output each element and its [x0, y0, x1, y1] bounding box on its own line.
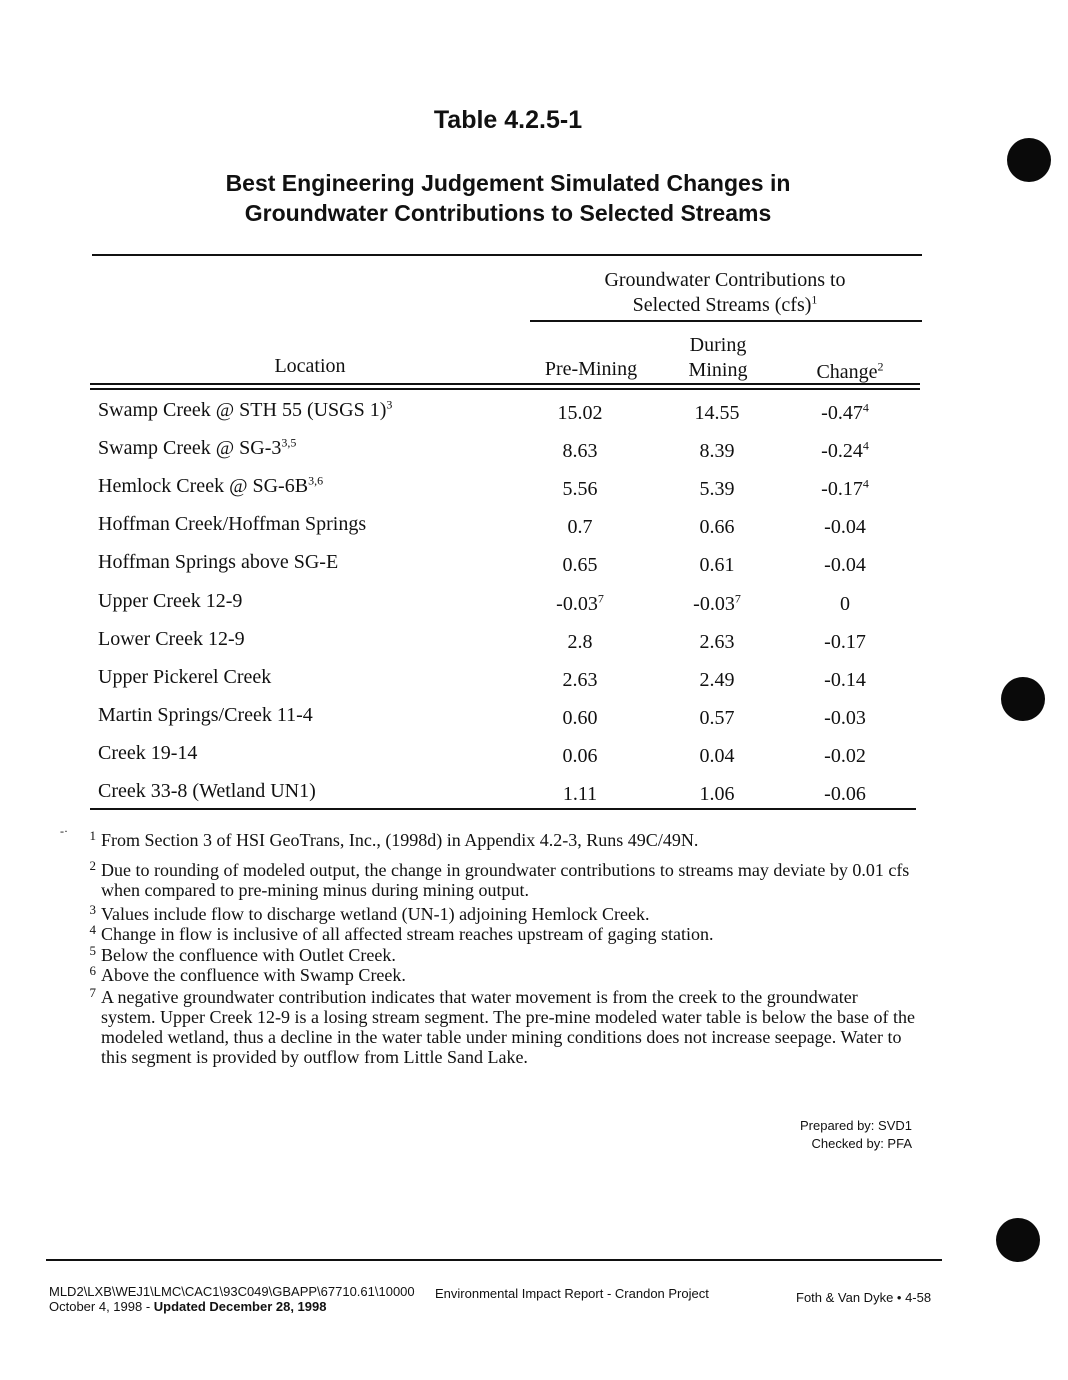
group-header-rule [530, 320, 922, 322]
cell-pre-mining: 1.11 [562, 783, 598, 805]
footnote-ref: 4 [862, 476, 869, 491]
cell-location: Hoffman Creek/Hoffman Springs [98, 513, 367, 536]
footnote-ref: 7 [597, 590, 604, 605]
cell-location: Hemlock Creek @ $SG-6B^{3,6}$ [98, 473, 324, 498]
table-title-line2: Groundwater Contributions to Selected Streams [244, 200, 772, 226]
footnote-number: 3 [89, 902, 96, 917]
cell-during-mining: 0.57 [699, 706, 735, 729]
checked-by: Checked by: PFA [811, 1136, 912, 1151]
binder-hole-middle [1001, 677, 1045, 721]
cell-change: -0.17$^4$ [821, 476, 869, 501]
group-header-line2: Selected Streams (cfs)$^1$ [632, 292, 818, 316]
footnote-text: Below the confluence with Outlet Creek. [101, 945, 396, 965]
cell-change: -0.04 [824, 554, 866, 577]
table-title-line1: Best Engineering Judgement Simulated Changes in [225, 170, 791, 196]
table-number: Table 4.2.5-1 [433, 106, 583, 134]
cell-pre-mining: -0.03$^7$ [556, 590, 604, 615]
col-header-during-mining [668, 333, 768, 383]
table-top-rule [92, 254, 922, 256]
footer-date: October 4, 1998 - Updated December 28, 1998 [49, 1299, 327, 1314]
footnote-number: 7 [89, 985, 96, 1000]
col-header-pre-mining: Pre-Mining [544, 358, 638, 380]
cell-pre-mining: 0.65 [562, 554, 598, 577]
footnote-number: 6 [89, 963, 96, 978]
footer-report: Environmental Impact Report - Crandon Project [435, 1286, 709, 1301]
cell-location: Creek 33-8 (Wetland UN1) [98, 780, 316, 802]
footnote-number: 2 [89, 858, 96, 873]
footnote-ref: 4 [862, 400, 869, 415]
cell-change: -0.47$^4$ [821, 400, 869, 424]
footnote-ref: 3,6 [308, 473, 324, 488]
cell-change: -0.04 [824, 516, 866, 539]
cell-location: Creek 19-14 [98, 741, 198, 764]
cell-during-mining: 1.06 [699, 783, 735, 805]
footnote-text: Values include flow to discharge wetland (UN-1) adjoining Hemlock Creek. [101, 904, 650, 924]
cell-during-mining: 14.55 [694, 402, 740, 424]
footnote-dash-mark: -· [60, 824, 68, 838]
cell-pre-mining: 2.63 [562, 668, 598, 691]
col-header-during-line2: Mining [688, 359, 748, 381]
cell-pre-mining: 5.56 [562, 478, 598, 501]
group-header [530, 268, 920, 318]
group-header-line1: Groundwater Contributions to [604, 269, 846, 291]
cell-change: -0.24$^4$ [821, 438, 869, 463]
footnote-ref: 4 [862, 438, 869, 453]
footnote-text: From Section 3 of HSI GeoTrans, Inc., (1998d) in Appendix 4.2-3, Runs 49C/49N. [101, 830, 699, 850]
footnote-text: Change in flow is inclusive of all affected stream reaches upstream of gaging station. [101, 924, 714, 944]
cell-location: Swamp Creek @ SG-3$^{3,5}$ [98, 435, 297, 460]
footnote-text: Above the confluence with Swamp Creek. [101, 965, 406, 985]
cell-during-mining: 0.61 [699, 554, 735, 577]
cell-during-mining: 8.39 [699, 440, 735, 463]
cell-during-mining: 0.04 [699, 744, 735, 767]
footnote-text: A negative groundwater contribution indicates that water movement is from the creek to the groundwater system. Upper Creek 12-9 is a losing stream segment. The pre-mine modeled water table is below the base of the modeled wetland, thus a decline in the water table under mining conditions does not increase seepage. Water to this segment is provided by outflow from Little Sand Lake. [101, 987, 915, 1067]
cell-location: Upper Pickerel Creek [98, 665, 272, 688]
footnote-ref: 3 [386, 397, 393, 412]
cell-location: Hoffman Springs above SG-E [98, 551, 339, 574]
prepared-by: Prepared by: SVD1 [799, 1118, 912, 1133]
cell-change: -0.02 [824, 744, 866, 767]
table-title [0, 168, 1016, 228]
footnote-ref: 3,5 [281, 435, 297, 450]
cell-during-mining: 2.63 [699, 630, 735, 653]
cell-location: Swamp Creek @ STH 55 (USGS 1)$^3$ [98, 397, 393, 421]
header-double-rule-1 [90, 383, 920, 385]
footer-rule [46, 1259, 942, 1261]
cell-during-mining: 0.66 [699, 516, 735, 539]
cell-pre-mining: 2.8 [567, 630, 593, 653]
table-bottom-rule [90, 808, 916, 810]
footnote-text: Due to rounding of modeled output, the change in groundwater contributions to streams may deviate by 0.01 cfs when compared to pre-mining minus during mining output. [101, 860, 910, 900]
footnote-ref: 2 [877, 359, 884, 374]
header-double-rule-2 [90, 388, 920, 390]
footnote-ref: 1 [811, 292, 818, 307]
cell-change: -0.14 [824, 668, 866, 691]
cell-pre-mining: 15.02 [557, 402, 603, 424]
cell-location: Martin Springs/Creek 11-4 [98, 703, 313, 726]
footer-updated: Updated December 28, 1998 [153, 1299, 327, 1314]
footnote-number: 4 [89, 922, 96, 937]
footnote-number: 1 [89, 828, 96, 843]
cell-change: -0.17 [824, 630, 866, 653]
cell-during-mining: -0.03$^7$ [693, 590, 741, 615]
cell-during-mining: 5.39 [699, 478, 735, 501]
cell-pre-mining: 0.7 [567, 516, 593, 539]
cell-pre-mining: 0.06 [562, 744, 598, 767]
cell-change: -0.03 [824, 706, 866, 729]
cell-pre-mining: 0.60 [562, 706, 598, 729]
cell-change: 0 [840, 592, 850, 615]
col-header-during-line1: During [689, 334, 747, 356]
col-header-location: Location [274, 355, 346, 377]
col-header-change: Change$^2$ [816, 359, 884, 383]
cell-change: -0.06 [824, 783, 866, 805]
prepared-checked-block [700, 1117, 912, 1153]
cell-during-mining: 2.49 [699, 668, 735, 691]
cell-location: Lower Creek 12-9 [98, 627, 245, 650]
cell-pre-mining: 8.63 [562, 440, 598, 463]
binder-hole-bottom [996, 1218, 1040, 1262]
footnote-ref: 7 [734, 590, 741, 605]
cell-location: Upper Creek 12-9 [98, 589, 243, 612]
footer-company: Foth & Van Dyke • 4-58 [796, 1290, 932, 1305]
footnote-number: 5 [89, 943, 96, 958]
footer-path: MLD2\LXB\WEJ1\LMC\CAC1\93C049\GBAPP\67710.61\10000 [49, 1284, 415, 1299]
